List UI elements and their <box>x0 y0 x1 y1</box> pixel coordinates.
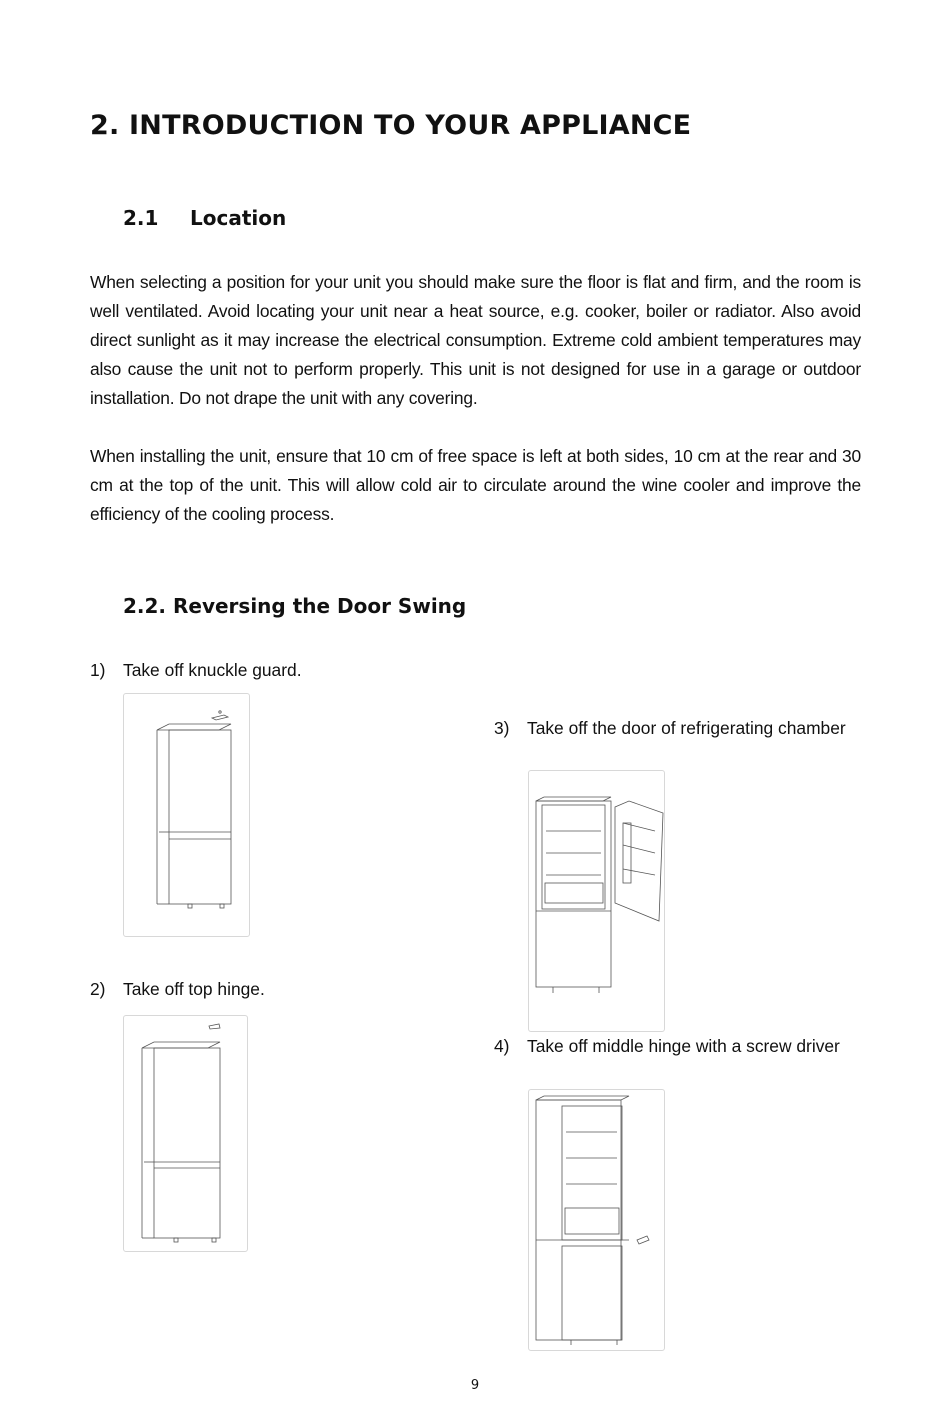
fridge-no-door-illustration <box>529 1090 664 1350</box>
figure-door-removed <box>528 770 665 1032</box>
step-1 <box>90 656 490 686</box>
step-number: 3) <box>494 718 510 738</box>
step-number: 1) <box>90 660 106 680</box>
fridge-closed-illustration <box>124 694 249 936</box>
figure-knuckle-guard <box>123 693 250 937</box>
page-number: 9 <box>470 1378 480 1393</box>
figure-middle-hinge <box>528 1089 665 1351</box>
section-number-location: 2.1 <box>123 206 159 230</box>
section-title-location: Location <box>190 206 287 230</box>
figure-top-hinge <box>123 1015 248 1252</box>
step-text: Take off knuckle guard. <box>123 660 302 680</box>
step-text: Take off top hinge. <box>123 979 265 999</box>
section-title-door-swing: 2.2. Reversing the Door Swing <box>123 594 467 618</box>
step-text: Take off middle hinge with a screw driver <box>527 1036 840 1056</box>
step-2 <box>90 975 490 1005</box>
step-4 <box>494 1032 861 1092</box>
fridge-hinge-illustration <box>124 1016 247 1251</box>
step-number: 4) <box>494 1036 510 1056</box>
location-paragraph-1: When selecting a position for your unit you should make sure the floor is flat and firm, and the room is well ventilated. Avoid locating your unit near a heat source, e.g. cooker, boiler or radiator. Also avoid direct sunlight as it may increase the electrical consumption. Extreme cold ambient temperatures may also cause the unit not to perform properly. This unit is not designed for use in a garage or outdoor installation. Do not drape the unit with any covering. <box>90 272 861 408</box>
step-text: Take off the door of refrigerating chamber <box>527 718 846 738</box>
location-paragraph-2: When installing the unit, ensure that 10 cm of free space is left at both sides, 10 cm at the rear and 30 cm at the top of the unit. This will allow cold air to circulate around the wine cooler and improve the efficiency of the cooling process. <box>90 446 861 524</box>
page-heading: 2. INTRODUCTION TO YOUR APPLIANCE <box>90 110 692 141</box>
step-3 <box>494 714 861 774</box>
fridge-open-door-illustration <box>529 771 664 1031</box>
step-number: 2) <box>90 979 106 999</box>
